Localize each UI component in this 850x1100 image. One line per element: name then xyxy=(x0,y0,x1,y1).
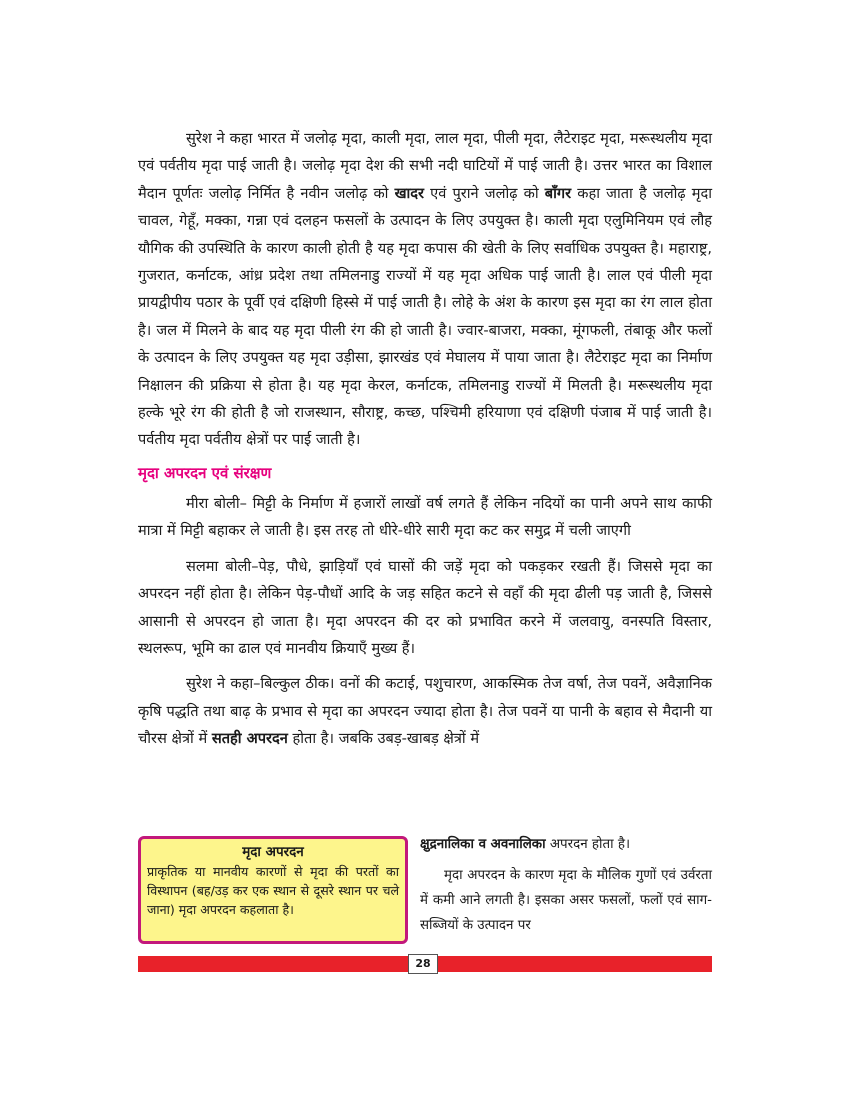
bold-term-gully: क्षुद्रनालिका व अवनालिका xyxy=(420,837,546,852)
page-number: 28 xyxy=(408,954,438,974)
definition-box-body: प्राकृतिक या मानवीय कारणों से मृदा की परतों का विस्थापन (बह/उड़ कर एक स्थान से दूसरे स्थान पर चले जाना) मृदा अपरदन कहलाता है। xyxy=(147,864,399,917)
paragraph-gully-erosion: क्षुद्रनालिका व अवनालिका अपरदन होता है। xyxy=(420,837,631,852)
right-column xyxy=(420,832,712,938)
bold-term-surface-erosion: सतही अपरदन xyxy=(211,730,288,748)
section-heading: मृदा अपरदन एवं संरक्षण xyxy=(138,463,272,482)
definition-box xyxy=(138,836,408,944)
bold-term-khadar: खादर xyxy=(394,184,425,202)
paragraph-suresh: सुरेश ने कहा–बिल्कुल ठीक। वनों की कटाई, पशुचारण, आकस्मिक तेज वर्षा, तेज पवनें, अवैज्ञानिक कृषि पद्धति तथा बाढ़ के प्रभाव से मृदा का अपरदन ज्यादा होता है। तेज पवनें या पानी के बहाव से मैदानी या चौरस क्षेत्रों में सतही अपरदन होता है। जबकि उबड़-खाबड़ क्षेत्रों में xyxy=(138,675,712,748)
bold-term-bangar: बाँगर xyxy=(544,184,572,202)
paragraph-salma: सलमा बोली–पेड़, पौधे, झाड़ियाँ एवं घासों की जड़ें मृदा को पकड़कर रखती हैं। जिससे मृदा का अपरदन नहीं होता है। लेकिन पेड़-पौधों आदि के जड़ सहित कटने से वहाँ की मृदा ढीली पड़ जाती है, जिससे आसानी से अपरदन हो जाता है। मृदा अपरदन की दर को प्रभावित करने में जलवायु, वनस्पति विस्तार, स्थलरूप, भूमि का ढाल एवं मानवीय क्रियाएँ मुख्य हैं। xyxy=(138,557,712,657)
paragraph-soil-types: सुरेश ने कहा भारत में जलोढ़ मृदा, काली मृदा, लाल मृदा, पीली मृदा, लैटेराइट मृदा, मरूस्थलीय मृदा एवं पर्वतीय मृदा पाई जाती है। जलोढ़ मृदा देश की सभी नदी घाटियों में पाई जाती है। उत्तर भारत का विशाल मैदान पूर्णतः जलोढ़ निर्मित है नवीन जलोढ़ को खादर एवं पुराने जलोढ़ को बाँगर कहा जाता है जलोढ़ मृदा चावल, गेहूँ, मक्का, गन्ना एवं दलहन फसलों के उत्पादन के लिए उपयुक्त है। काली मृदा एलुमिनियम एवं लौह यौगिक की उपस्थिति के कारण काली होती है यह मृदा कपास की खेती के लिए सर्वाधिक उपयुक्त है। महाराष्ट्र, गुजरात, कर्नाटक, आंध्र प्रदेश तथा तमिलनाडु राज्यों में यह मृदा अधिक पाई जाती है। लाल एवं पीली मृदा प्रायद्वीपीय पठार के पूर्वी एवं दक्षिणी हिस्से में पाई जाती है। लोहे के अंश के कारण इस मृदा का रंग लाल होता है। जल में मिलने के बाद यह मृदा पीली रंग की हो जाती है। ज्वार-बाजरा, मक्का, मूंगफली, तंबाकू और फलों के उत्पादन के लिए उपयुक्त यह मृदा उड़ीसा, झारखंड एवं मेघालय में पाया जाता है। लैटेराइट मृदा का निर्माण निक्षालन की प्रक्रिया से होता है। यह मृदा केरल, कर्नाटक, तमिलनाडु राज्यों में मिलती है। मरूस्थलीय मृदा हल्के भूरे रंग की होती है जो राजस्थान, सौराष्ट्र, कच्छ, पश्चिमी हरियाणा एवं दक्षिणी पंजाब में पाई जाती है। पर्वतीय मृदा पर्वतीय क्षेत्रों पर पाई जाती है। xyxy=(138,130,712,449)
main-text xyxy=(138,125,712,753)
paragraph-erosion-effects: मृदा अपरदन के कारण मृदा के मौलिक गुणों एवं उर्वरता में कमी आने लगती है। इसका असर फसलों, फलों एवं साग-सब्जियों के उत्पादन पर xyxy=(420,868,712,933)
paragraph-meera: मीरा बोली– मिट्टी के निर्माण में हजारों लाखों वर्ष लगते हैं लेकिन नदियों का पानी अपने साथ काफी मात्रा में मिट्टी बहाकर ले जाती है। इस तरह तो धीरे-धीरे सारी मृदा कट कर समुद्र में चली जाएगी xyxy=(138,494,712,540)
lower-section xyxy=(138,832,712,954)
definition-box-title: मृदा अपरदन xyxy=(242,844,304,860)
